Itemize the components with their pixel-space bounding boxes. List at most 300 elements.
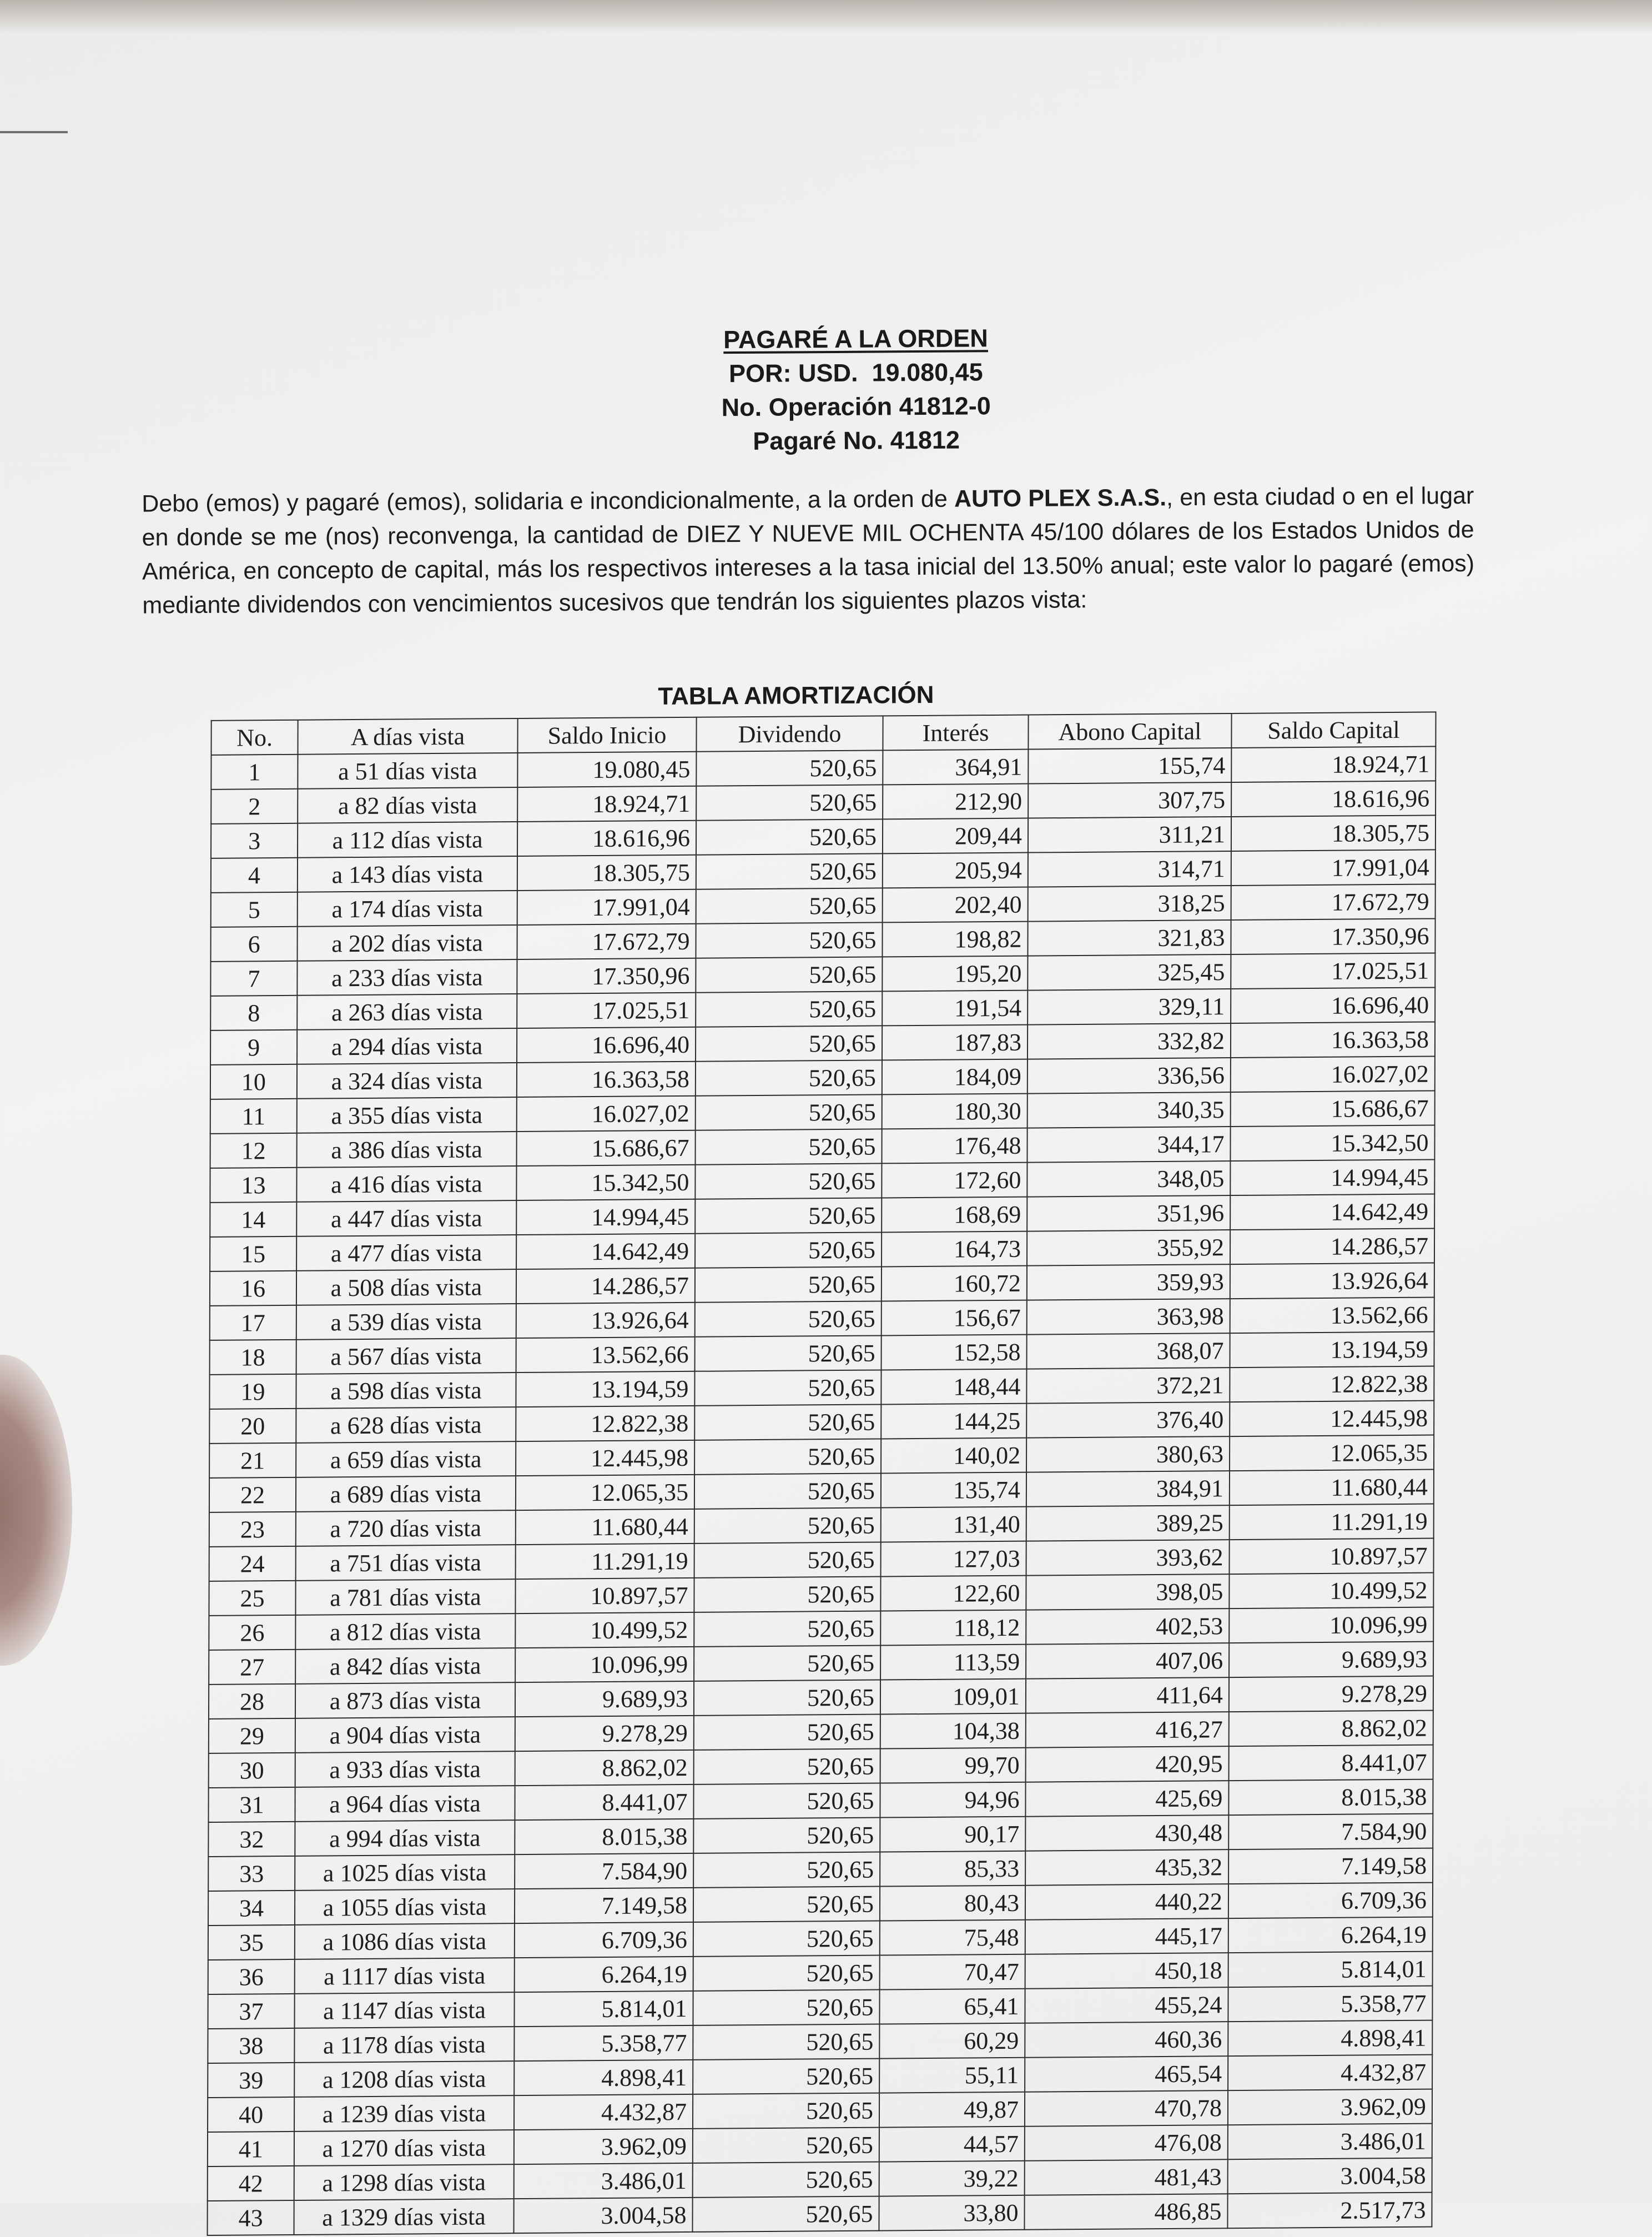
- cell-start-balance: 12.065,35: [516, 1475, 694, 1510]
- cell-end-balance: 17.025,51: [1231, 953, 1435, 989]
- cell-principal: 380,63: [1026, 1436, 1230, 1472]
- cell-dividend: 520,65: [693, 1990, 879, 2025]
- cell-days: a 174 días vista: [298, 891, 517, 927]
- cell-interest: 172,60: [882, 1163, 1027, 1198]
- header-no: No.: [211, 720, 298, 755]
- header-start-balance: Saldo Inicio: [517, 717, 696, 753]
- cell-start-balance: 12.445,98: [516, 1440, 694, 1476]
- cell-no: 28: [209, 1684, 295, 1719]
- cell-end-balance: 9.278,29: [1229, 1676, 1433, 1712]
- cell-principal: 450,18: [1025, 1953, 1228, 1989]
- cell-end-balance: 17.991,04: [1231, 849, 1436, 886]
- cell-start-balance: 17.350,96: [517, 958, 696, 994]
- cell-end-balance: 16.363,58: [1231, 1022, 1435, 1058]
- cell-start-balance: 7.584,90: [515, 1853, 693, 1889]
- cell-interest: 187,83: [882, 1025, 1028, 1060]
- cell-end-balance: 11.680,44: [1230, 1470, 1434, 1506]
- cell-dividend: 520,65: [693, 2128, 879, 2163]
- cell-end-balance: 15.342,50: [1230, 1125, 1434, 1161]
- cell-principal: 329,11: [1028, 989, 1231, 1025]
- cell-days: a 659 días vista: [296, 1441, 516, 1477]
- cell-interest: 148,44: [881, 1369, 1026, 1405]
- cell-end-balance: 8.862,02: [1229, 1711, 1433, 1747]
- cell-dividend: 520,65: [694, 1749, 880, 1784]
- intro-text-end: , en esta ciudad o en el lugar en donde se me (nos) reconvenga, la cantidad de DIEZ Y NUEVE MIL OCHENTA 45/100 dólares de los Estados Unidos de América, en concepto de capital, más los respectivos intereses a la tasa inicial del 13.50% anual; este valor lo pagaré (emos) mediante dividendos con vencimientos sucesivos que tendrán los siguientes plazos vista:: [142, 482, 1475, 619]
- cell-days: a 1329 días vista: [294, 2199, 514, 2235]
- cell-interest: 198,82: [882, 922, 1028, 957]
- cell-start-balance: 8.862,02: [515, 1750, 694, 1786]
- cell-interest: 118,12: [880, 1610, 1026, 1646]
- cell-principal: 318,25: [1028, 886, 1231, 922]
- cell-interest: 180,30: [882, 1094, 1028, 1129]
- cell-no: 34: [208, 1891, 295, 1926]
- cell-interest: 75,48: [880, 1920, 1025, 1956]
- cell-no: 26: [209, 1615, 295, 1650]
- cell-dividend: 520,65: [695, 1301, 882, 1336]
- cell-days: a 842 días vista: [295, 1648, 515, 1684]
- cell-principal: 314,71: [1028, 851, 1231, 887]
- cell-interest: 85,33: [880, 1851, 1025, 1887]
- cell-dividend: 520,65: [693, 1818, 880, 1853]
- cell-no: 1: [211, 755, 298, 790]
- cell-principal: 486,85: [1024, 2194, 1227, 2230]
- note-number-line: Pagaré No. 41812: [753, 425, 960, 455]
- cell-no: 29: [209, 1718, 295, 1753]
- cell-no: 27: [209, 1650, 295, 1685]
- cell-dividend: 520,65: [695, 1232, 882, 1268]
- cell-no: 7: [210, 961, 297, 996]
- cell-days: a 873 días vista: [295, 1682, 515, 1718]
- cell-no: 37: [208, 1994, 295, 2029]
- cell-dividend: 520,65: [696, 922, 882, 958]
- cell-principal: 321,83: [1028, 920, 1231, 956]
- header-principal: Abono Capital: [1028, 713, 1231, 750]
- cell-principal: 402,53: [1026, 1608, 1229, 1645]
- cell-principal: 359,93: [1027, 1264, 1230, 1300]
- cell-principal: 445,17: [1025, 1918, 1228, 1954]
- document-header: [495, 320, 1217, 460]
- cell-principal: 155,74: [1028, 748, 1231, 784]
- cell-no: 11: [210, 1099, 297, 1134]
- cell-dividend: 520,65: [693, 2093, 879, 2129]
- cell-dividend: 520,65: [694, 1370, 881, 1405]
- cell-interest: 109,01: [880, 1679, 1026, 1715]
- cell-days: a 689 días vista: [296, 1476, 516, 1512]
- cell-interest: 70,47: [880, 1954, 1025, 1990]
- cell-dividend: 520,65: [695, 1335, 882, 1371]
- cell-interest: 104,38: [880, 1713, 1026, 1749]
- cell-no: 18: [210, 1340, 296, 1375]
- cell-start-balance: 18.305,75: [517, 855, 696, 891]
- cell-start-balance: 14.994,45: [516, 1199, 695, 1235]
- cell-principal: 307,75: [1028, 782, 1231, 818]
- cell-no: 12: [210, 1133, 297, 1168]
- cell-days: a 1117 días vista: [295, 1958, 515, 1994]
- cell-days: a 355 días vista: [297, 1097, 517, 1133]
- cell-dividend: 520,65: [696, 991, 882, 1027]
- cell-end-balance: 14.994,45: [1230, 1159, 1434, 1195]
- cell-dividend: 520,65: [696, 750, 883, 786]
- cell-principal: 416,27: [1026, 1712, 1229, 1748]
- cell-days: a 82 días vista: [298, 787, 517, 823]
- cell-end-balance: 18.305,75: [1231, 815, 1436, 851]
- cell-days: a 567 días vista: [296, 1338, 516, 1374]
- cell-end-balance: 12.445,98: [1230, 1401, 1434, 1437]
- table-body: [208, 746, 1436, 2235]
- cell-start-balance: 5.814,01: [514, 1991, 693, 2027]
- cell-no: 10: [210, 1064, 297, 1099]
- cell-end-balance: 13.926,64: [1230, 1263, 1434, 1299]
- cell-end-balance: 18.616,96: [1231, 781, 1436, 817]
- cell-start-balance: 3.486,01: [514, 2163, 693, 2199]
- cell-end-balance: 17.672,79: [1231, 884, 1436, 920]
- cell-days: a 1147 días vista: [295, 1992, 515, 2028]
- cell-no: 30: [209, 1753, 295, 1788]
- cell-end-balance: 11.291,19: [1230, 1504, 1434, 1540]
- cell-no: 43: [208, 2200, 294, 2235]
- cell-days: a 51 días vista: [298, 753, 517, 789]
- amount-line: POR: USD. 19.080,45: [728, 358, 983, 388]
- cell-dividend: 520,65: [693, 1921, 880, 1957]
- cell-days: a 294 días vista: [297, 1028, 517, 1064]
- cell-dividend: 520,65: [693, 1852, 880, 1888]
- cell-start-balance: 3.004,58: [514, 2198, 693, 2233]
- cell-no: 21: [209, 1443, 296, 1478]
- cell-days: a 1055 días vista: [295, 1889, 515, 1925]
- cell-end-balance: 14.286,57: [1230, 1228, 1434, 1264]
- cell-days: a 1208 días vista: [294, 2061, 514, 2097]
- cell-start-balance: 17.025,51: [517, 993, 696, 1028]
- cell-dividend: 520,65: [696, 957, 882, 992]
- cell-no: 42: [208, 2166, 294, 2201]
- cell-principal: 455,24: [1025, 1987, 1228, 2023]
- cell-interest: 49,87: [879, 2092, 1025, 2128]
- cell-end-balance: 16.696,40: [1231, 987, 1435, 1023]
- cell-start-balance: 12.822,38: [516, 1406, 694, 1441]
- cell-dividend: 520,65: [696, 785, 883, 820]
- cell-days: a 386 días vista: [297, 1132, 517, 1168]
- cell-end-balance: 4.432,87: [1228, 2055, 1432, 2091]
- cell-interest: 156,67: [882, 1300, 1027, 1336]
- cell-dividend: 520,65: [695, 1163, 882, 1199]
- cell-dividend: 520,65: [693, 1783, 880, 1819]
- cell-dividend: 520,65: [694, 1507, 881, 1543]
- cell-end-balance: 15.686,67: [1231, 1090, 1435, 1127]
- cell-start-balance: 3.962,09: [514, 2129, 693, 2164]
- cell-dividend: 520,65: [694, 1577, 880, 1612]
- cell-start-balance: 9.278,29: [515, 1716, 694, 1751]
- cell-start-balance: 16.027,02: [517, 1096, 696, 1132]
- cell-dividend: 520,65: [696, 819, 883, 854]
- cell-interest: 80,43: [880, 1886, 1025, 1921]
- cell-start-balance: 10.499,52: [515, 1612, 694, 1648]
- cell-start-balance: 4.432,87: [514, 2094, 693, 2130]
- cell-principal: 363,98: [1027, 1299, 1230, 1335]
- cell-dividend: 520,65: [694, 1680, 880, 1716]
- cell-days: a 904 días vista: [295, 1717, 515, 1753]
- cell-no: 24: [209, 1546, 296, 1581]
- cell-principal: 411,64: [1026, 1677, 1229, 1713]
- cell-dividend: 520,65: [693, 2059, 879, 2094]
- cell-start-balance: 9.689,93: [515, 1681, 694, 1717]
- cell-start-balance: 13.926,64: [516, 1303, 695, 1338]
- cell-days: a 964 días vista: [295, 1786, 515, 1822]
- cell-start-balance: 11.291,19: [516, 1544, 694, 1579]
- cell-principal: 376,40: [1026, 1402, 1230, 1438]
- cell-days: a 202 días vista: [298, 925, 517, 961]
- cell-no: 20: [209, 1409, 296, 1444]
- cell-interest: 144,25: [881, 1404, 1026, 1439]
- cell-dividend: 520,65: [692, 2196, 879, 2232]
- cell-interest: 127,03: [881, 1541, 1026, 1577]
- cell-days: a 263 días vista: [297, 994, 517, 1030]
- cell-dividend: 520,65: [695, 1198, 882, 1233]
- cell-start-balance: 17.991,04: [517, 889, 696, 925]
- cell-principal: 351,96: [1027, 1195, 1230, 1231]
- header-dividend: Dividendo: [696, 716, 883, 751]
- cell-no: 8: [210, 996, 297, 1030]
- cell-interest: 94,96: [880, 1782, 1025, 1818]
- cell-principal: 398,05: [1026, 1574, 1229, 1610]
- cell-interest: 364,91: [883, 750, 1028, 785]
- cell-end-balance: 3.962,09: [1228, 2089, 1432, 2125]
- cell-principal: 470,78: [1025, 2090, 1228, 2127]
- cell-dividend: 520,65: [694, 1715, 880, 1750]
- cell-dividend: 520,65: [693, 1956, 880, 1991]
- cell-interest: 55,11: [879, 2058, 1025, 2093]
- cell-end-balance: 18.924,71: [1231, 746, 1436, 782]
- cell-interest: 60,29: [879, 2023, 1025, 2059]
- cell-end-balance: 3.486,01: [1228, 2124, 1432, 2160]
- cell-principal: 344,17: [1027, 1127, 1230, 1163]
- cell-principal: 340,35: [1028, 1092, 1231, 1128]
- cell-dividend: 520,65: [696, 1060, 882, 1095]
- cell-principal: 372,21: [1026, 1368, 1230, 1404]
- cell-end-balance: 3.004,58: [1228, 2158, 1432, 2194]
- cell-principal: 384,91: [1026, 1471, 1230, 1507]
- cell-no: 15: [210, 1236, 296, 1271]
- cell-interest: 168,69: [882, 1197, 1027, 1233]
- cell-interest: 90,17: [880, 1817, 1025, 1852]
- amortization-table: [207, 711, 1437, 2236]
- cell-principal: 348,05: [1027, 1161, 1230, 1197]
- cell-no: 13: [210, 1168, 296, 1203]
- cell-start-balance: 5.358,77: [514, 2025, 693, 2061]
- cell-start-balance: 15.342,50: [516, 1165, 695, 1200]
- cell-no: 16: [210, 1271, 296, 1306]
- cell-dividend: 520,65: [696, 1025, 882, 1061]
- cell-days: a 1178 días vista: [294, 2027, 514, 2063]
- cell-days: a 1270 días vista: [294, 2130, 514, 2166]
- cell-interest: 113,59: [880, 1645, 1026, 1680]
- cell-interest: 99,70: [880, 1748, 1026, 1783]
- cell-start-balance: 13.562,66: [516, 1337, 695, 1373]
- cell-principal: 481,43: [1025, 2159, 1228, 2195]
- cell-interest: 202,40: [883, 887, 1028, 923]
- cell-start-balance: 8.441,07: [515, 1784, 693, 1820]
- cell-start-balance: 18.924,71: [517, 786, 696, 822]
- cell-start-balance: 14.642,49: [516, 1234, 695, 1269]
- cell-interest: 152,58: [882, 1335, 1027, 1370]
- cell-no: 2: [211, 789, 298, 824]
- cell-days: a 416 días vista: [296, 1166, 516, 1202]
- cell-dividend: 520,65: [694, 1611, 880, 1647]
- cell-no: 32: [208, 1822, 295, 1857]
- cell-no: 5: [211, 892, 298, 927]
- cell-start-balance: 4.898,41: [514, 2060, 693, 2095]
- cell-interest: 212,90: [883, 784, 1028, 820]
- cell-dividend: 520,65: [696, 1129, 882, 1164]
- cell-interest: 140,02: [881, 1438, 1026, 1474]
- cell-days: a 324 días vista: [297, 1063, 517, 1099]
- cell-end-balance: 10.499,52: [1229, 1573, 1433, 1609]
- cell-days: a 477 días vista: [296, 1235, 516, 1271]
- cell-no: 25: [209, 1581, 295, 1616]
- cell-no: 17: [210, 1305, 296, 1340]
- cell-days: a 933 días vista: [295, 1751, 515, 1787]
- cell-days: a 720 días vista: [296, 1510, 516, 1546]
- cell-start-balance: 13.194,59: [516, 1371, 694, 1407]
- cell-days: a 539 días vista: [296, 1304, 516, 1340]
- cell-end-balance: 8.015,38: [1228, 1779, 1433, 1816]
- document-title: PAGARÉ A LA ORDEN: [723, 324, 989, 354]
- cell-principal: 430,48: [1025, 1815, 1228, 1851]
- cell-principal: 420,95: [1026, 1746, 1229, 1782]
- cell-end-balance: 13.562,66: [1230, 1298, 1434, 1334]
- cell-no: 33: [208, 1856, 295, 1891]
- cell-start-balance: 17.672,79: [517, 924, 696, 959]
- cell-no: 35: [208, 1925, 295, 1960]
- cell-end-balance: 10.897,57: [1230, 1539, 1434, 1575]
- cell-principal: 336,56: [1028, 1058, 1231, 1094]
- cell-days: a 598 días vista: [296, 1373, 516, 1409]
- cell-dividend: 520,65: [696, 888, 883, 923]
- cell-no: 22: [209, 1477, 296, 1512]
- cell-end-balance: 8.441,07: [1229, 1745, 1433, 1781]
- cell-principal: 368,07: [1027, 1333, 1230, 1369]
- cell-days: a 812 días vista: [295, 1613, 515, 1650]
- cell-principal: 407,06: [1026, 1643, 1229, 1679]
- cell-start-balance: 11.680,44: [516, 1509, 694, 1545]
- cell-dividend: 520,65: [694, 1404, 881, 1440]
- cell-end-balance: 7.149,58: [1228, 1848, 1433, 1884]
- cell-dividend: 520,65: [695, 1266, 882, 1302]
- cell-end-balance: 5.358,77: [1228, 1986, 1432, 2022]
- cell-principal: 460,36: [1025, 2022, 1228, 2058]
- cell-principal: 332,82: [1028, 1023, 1231, 1059]
- cell-days: a 628 días vista: [296, 1407, 516, 1443]
- cell-interest: 164,73: [882, 1231, 1027, 1267]
- cell-no: 38: [208, 2028, 294, 2063]
- table-title: TABLA AMORTIZACIÓN: [658, 681, 934, 710]
- cell-interest: 131,40: [881, 1507, 1026, 1542]
- cell-interest: 184,09: [882, 1059, 1028, 1095]
- cell-start-balance: 6.709,36: [515, 1922, 693, 1958]
- cell-start-balance: 10.897,57: [515, 1578, 694, 1613]
- cell-interest: 122,60: [880, 1576, 1026, 1611]
- cell-interest: 39,22: [879, 2161, 1025, 2196]
- cell-dividend: 520,65: [694, 1646, 880, 1681]
- cell-principal: 311,21: [1028, 817, 1231, 853]
- operation-line: No. Operación 41812-0: [721, 391, 991, 422]
- cell-principal: 393,62: [1026, 1540, 1230, 1576]
- cell-no: 6: [211, 927, 298, 962]
- intro-text-start: Debo (emos) y pagaré (emos), solidaria e incondicionalmente, a la orden de: [142, 485, 955, 517]
- cell-days: a 508 días vista: [296, 1269, 516, 1305]
- cell-days: a 994 días vista: [295, 1820, 515, 1856]
- cell-start-balance: 6.264,19: [515, 1957, 693, 1992]
- cell-end-balance: 12.065,35: [1230, 1435, 1434, 1471]
- header-end-balance: Saldo Capital: [1231, 712, 1436, 748]
- cell-days: a 233 días vista: [297, 959, 517, 996]
- cell-end-balance: 6.709,36: [1228, 1883, 1433, 1919]
- cell-principal: 425,69: [1025, 1781, 1228, 1817]
- cell-interest: 65,41: [879, 1989, 1025, 2024]
- cell-interest: 44,57: [879, 2127, 1025, 2162]
- cell-start-balance: 19.080,45: [517, 752, 696, 787]
- amortization-table-wrapper: [207, 711, 1437, 2236]
- cell-days: a 781 días vista: [295, 1579, 515, 1615]
- cell-dividend: 520,65: [696, 853, 883, 889]
- cell-dividend: 520,65: [694, 1473, 881, 1509]
- company-name: AUTO PLEX S.A.S.: [954, 484, 1167, 512]
- cell-interest: 209,44: [883, 818, 1028, 854]
- cell-no: 9: [210, 1030, 297, 1065]
- cell-dividend: 520,65: [693, 2024, 879, 2060]
- cell-interest: 33,80: [879, 2195, 1024, 2231]
- cell-interest: 135,74: [881, 1472, 1026, 1508]
- cell-days: a 143 días vista: [298, 856, 517, 892]
- cell-days: a 447 días vista: [296, 1200, 516, 1236]
- cell-days: a 1298 días vista: [294, 2164, 514, 2200]
- cell-start-balance: 15.686,67: [517, 1130, 696, 1166]
- cell-principal: 440,22: [1025, 1884, 1228, 1920]
- cell-no: 19: [209, 1374, 296, 1409]
- cell-end-balance: 5.814,01: [1228, 1952, 1433, 1988]
- cell-no: 31: [208, 1787, 295, 1822]
- cell-start-balance: 14.286,57: [516, 1268, 695, 1304]
- cell-days: a 751 días vista: [296, 1545, 516, 1581]
- cell-no: 36: [208, 1959, 295, 1994]
- cell-start-balance: 16.363,58: [517, 1062, 696, 1097]
- cell-end-balance: 7.584,90: [1228, 1814, 1433, 1850]
- cell-no: 40: [208, 2097, 294, 2132]
- intro-paragraph: [142, 479, 1474, 623]
- cell-end-balance: 17.350,96: [1231, 918, 1435, 954]
- cell-days: a 1086 días vista: [295, 1923, 515, 1959]
- cell-interest: 191,54: [882, 991, 1028, 1026]
- header-interest: Interés: [883, 715, 1028, 751]
- cell-end-balance: 12.822,38: [1230, 1366, 1434, 1402]
- cell-no: 39: [208, 2063, 294, 2098]
- cell-end-balance: 2.517,73: [1227, 2193, 1432, 2229]
- cell-dividend: 520,65: [694, 1542, 881, 1577]
- cell-start-balance: 8.015,38: [515, 1819, 693, 1854]
- cell-dividend: 520,65: [693, 2162, 879, 2198]
- cell-interest: 195,20: [882, 956, 1028, 992]
- cell-start-balance: 18.616,96: [517, 821, 696, 856]
- cell-interest: 205,94: [883, 853, 1028, 888]
- cell-no: 41: [208, 2132, 294, 2166]
- cell-principal: 325,45: [1028, 954, 1231, 991]
- cell-start-balance: 7.149,58: [515, 1888, 693, 1923]
- cell-dividend: 520,65: [693, 1887, 880, 1922]
- cell-end-balance: 4.898,41: [1228, 2020, 1432, 2057]
- cell-end-balance: 6.264,19: [1228, 1917, 1433, 1953]
- cell-principal: 355,92: [1027, 1230, 1230, 1266]
- cell-end-balance: 14.642,49: [1230, 1194, 1434, 1230]
- cell-end-balance: 9.689,93: [1229, 1642, 1433, 1678]
